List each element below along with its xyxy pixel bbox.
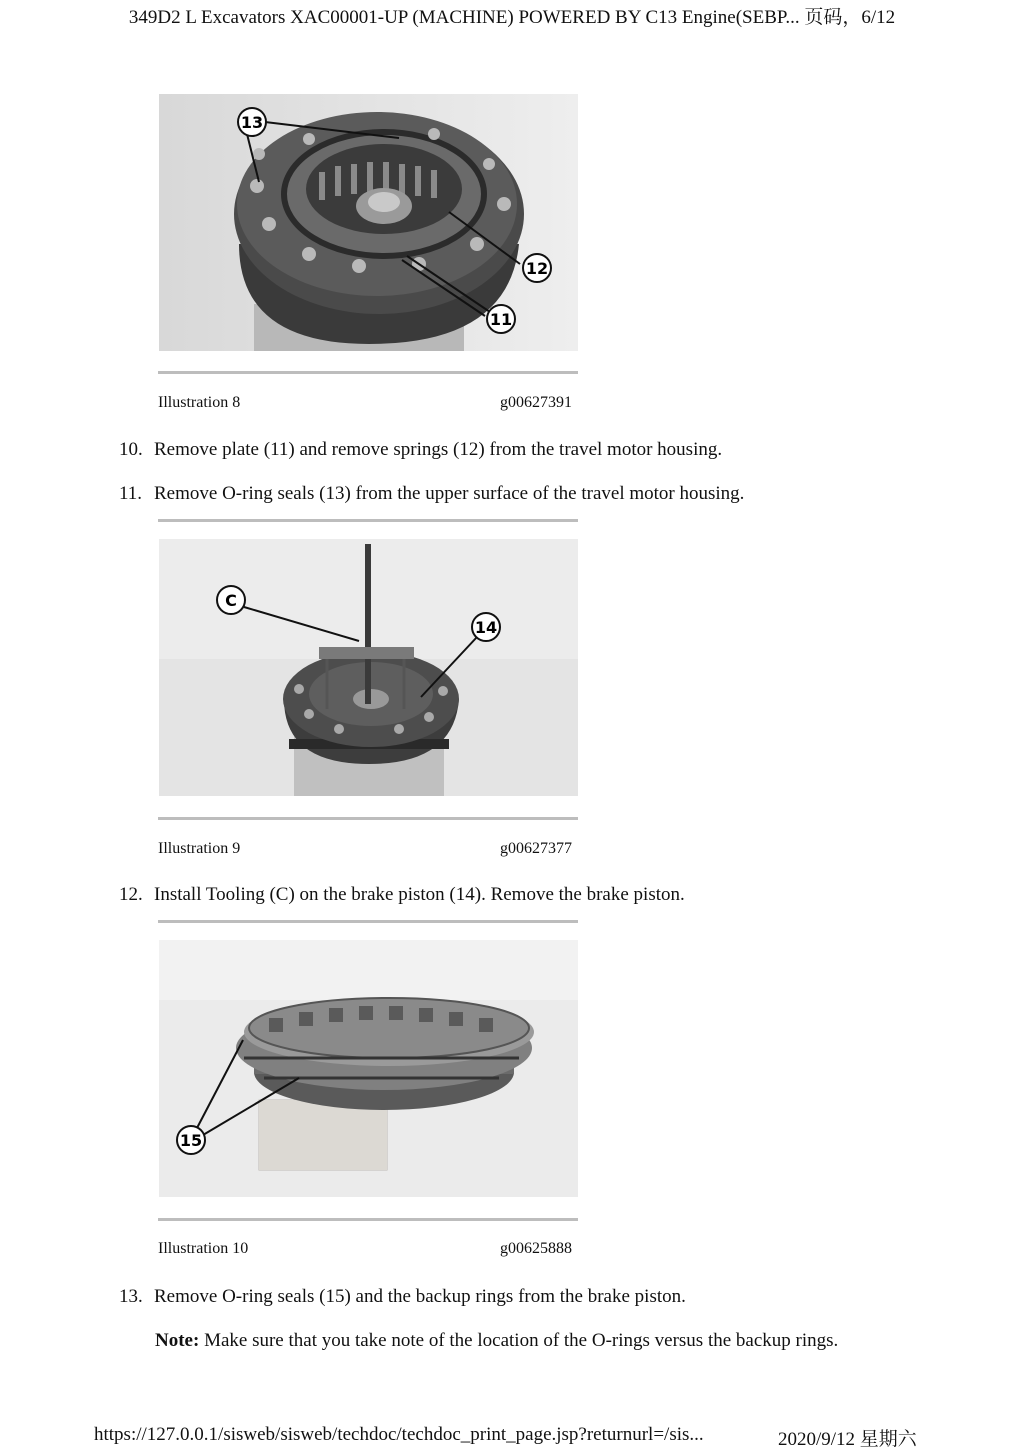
step-item xyxy=(119,884,685,906)
figure-code: g00627391 xyxy=(500,394,572,411)
figure-divider xyxy=(158,519,578,522)
step-text: Remove O-ring seals (13) from the upper surface of the travel motor housing. xyxy=(154,483,745,504)
illustration-10-photo xyxy=(159,940,578,1197)
step-text: Remove O-ring seals (15) and the backup rings from the brake piston. xyxy=(154,1286,686,1307)
footer-url: https://127.0.0.1/sisweb/sisweb/techdoc/techdoc_print_page.jsp?returnurl=/sis... xyxy=(94,1424,704,1445)
illustration-8-photo xyxy=(159,94,578,351)
figure-divider xyxy=(158,817,578,820)
step-number: 11. xyxy=(119,483,143,504)
note-text: Make sure that you take note of the location of the O-rings versus the backup rings. xyxy=(199,1330,839,1351)
callout-13: 13 xyxy=(240,113,264,132)
figure-code: g00625888 xyxy=(500,1240,572,1257)
figure-caption: Illustration 9 xyxy=(158,840,241,857)
step-text: Install Tooling (C) on the brake piston (14). Remove the brake piston. xyxy=(154,884,685,905)
callout-15: 15 xyxy=(179,1131,203,1150)
figure-divider xyxy=(158,371,578,374)
figure-divider xyxy=(158,1218,578,1221)
callout-c: C xyxy=(225,591,237,610)
figure-code: g00627377 xyxy=(500,840,572,857)
step-text: Remove plate (11) and remove springs (12) from the travel motor housing. xyxy=(154,439,723,460)
page-header-title: 349D2 L Excavators XAC00001-UP (MACHINE) POWERED BY C13 Engine(SEBP... 页码，6/12 xyxy=(128,7,896,28)
note-label: Note: xyxy=(155,1330,200,1351)
callout-12: 12 xyxy=(525,259,549,278)
callout-11: 11 xyxy=(489,310,513,329)
footer-date: 2020/9/12 星期六 xyxy=(778,1429,917,1450)
step-number: 13. xyxy=(119,1286,143,1307)
illustration-9-photo xyxy=(159,539,578,796)
note-paragraph xyxy=(155,1330,838,1352)
figure-caption: Illustration 10 xyxy=(158,1240,249,1257)
step-number: 12. xyxy=(119,884,143,905)
step-item xyxy=(119,483,744,505)
step-number: 10. xyxy=(119,439,143,460)
callout-14: 14 xyxy=(474,618,498,637)
figure-divider xyxy=(158,920,578,923)
step-item xyxy=(119,439,722,461)
figure-caption: Illustration 8 xyxy=(158,394,241,411)
step-item xyxy=(119,1286,686,1308)
